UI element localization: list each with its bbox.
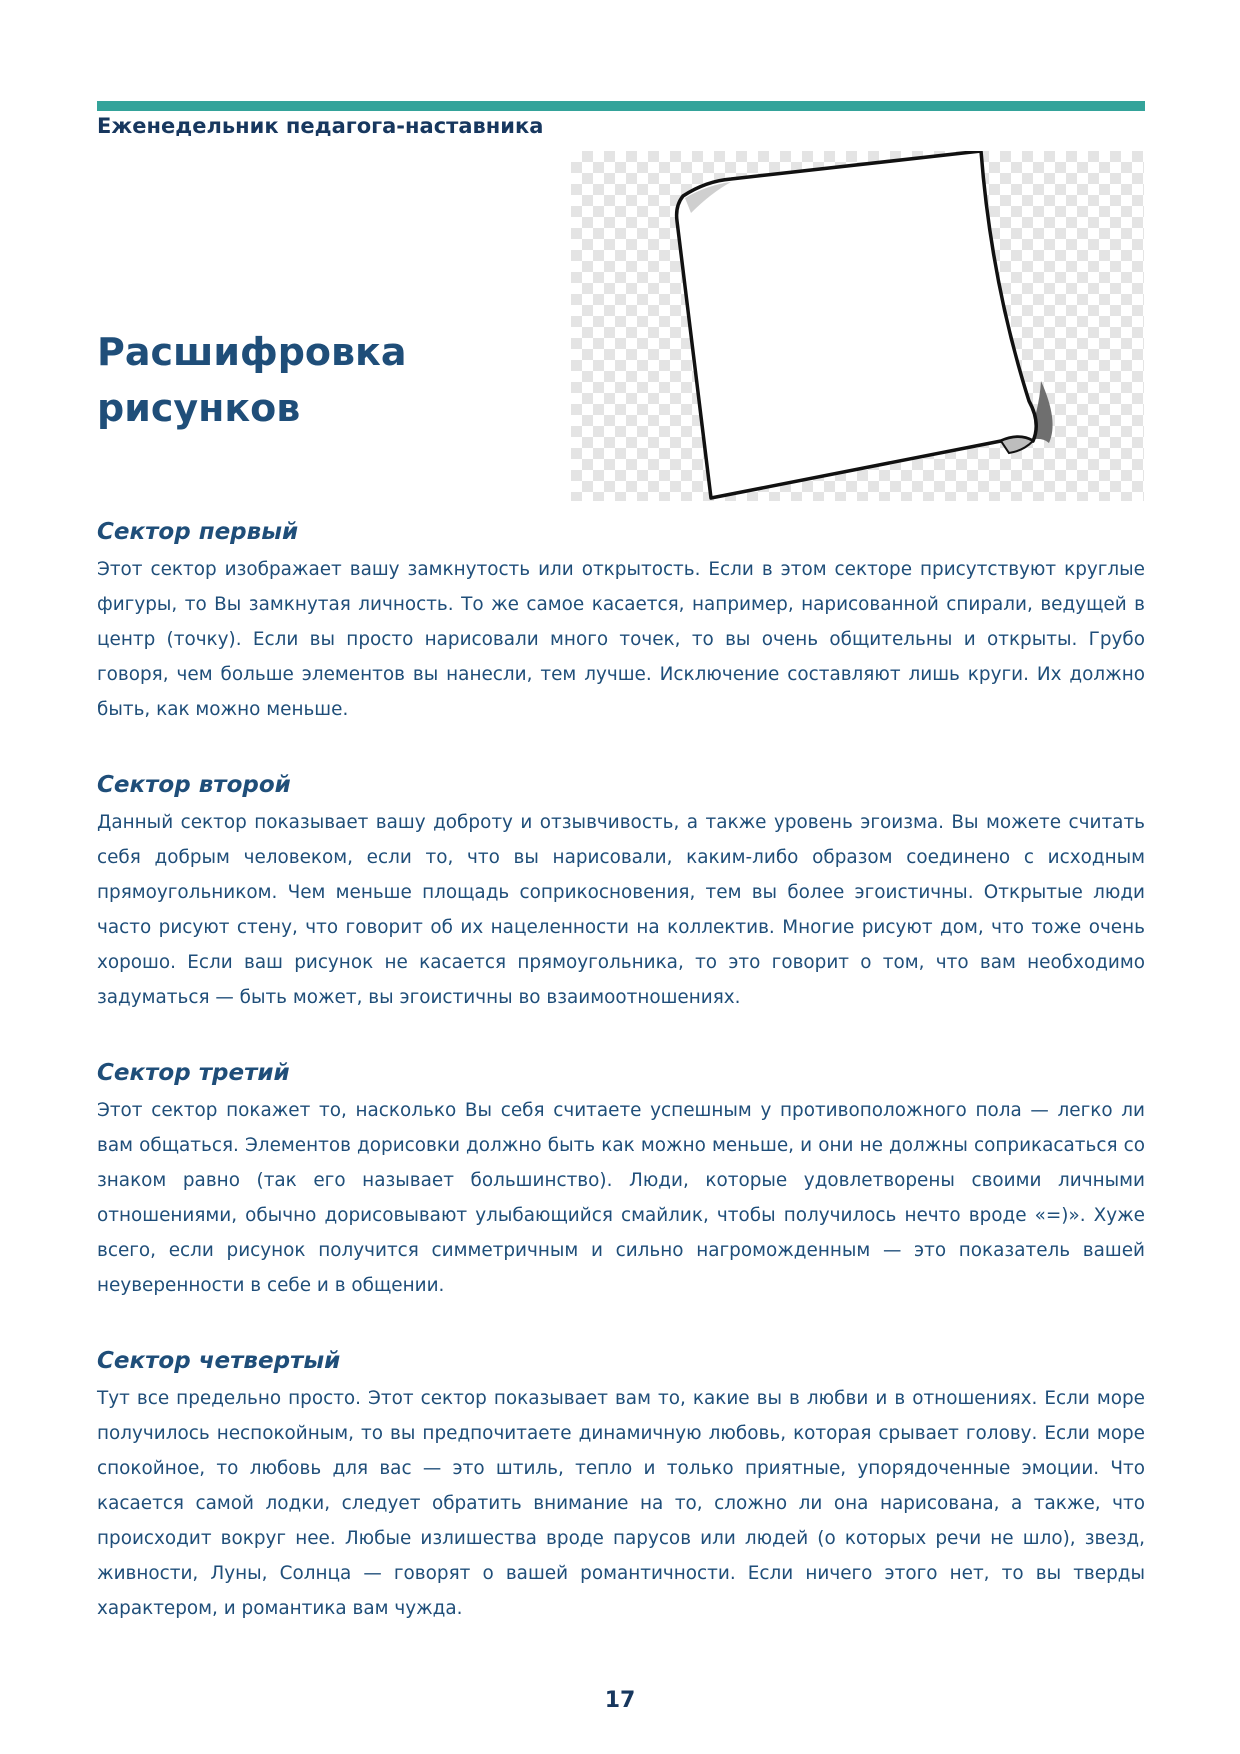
- page-title-line-2: рисунков: [97, 386, 301, 430]
- page-title: [97, 324, 407, 436]
- section-heading: Сектор первый: [97, 519, 299, 545]
- section-heading: Сектор третий: [97, 1060, 290, 1086]
- section-paragraph: Данный сектор показывает вашу доброту и отзывчивость, а также уровень эгоизма. Вы можете считать себя добрым человеком, если то, что вы нарисовали, каким-либо образом соединено с исходным прямоугольником. Чем меньше площадь соприкосновения, тем вы более эгоистичны. Открытые люди часто рисуют стену, что говорит об их нацеленности на коллектив. Многие рисуют дом, что тоже очень хорошо. Если ваш рисунок не касается прямоугольника, то это говорит о том, что вам необходимо задуматься — быть может, вы эгоистичны во взаимоотношениях.: [97, 812, 1145, 1008]
- sticky-note-icon: [571, 151, 1144, 501]
- page-title-line-1: Расшифровка: [97, 330, 407, 374]
- section-paragraph: Тут все предельно просто. Этот сектор показывает вам то, какие вы в любви и в отношениях. Если море получилось неспокойным, то вы предпочитаете динамичную любовь, которая срывает голову. Если море спокойное, то любовь для вас — это штиль, тепло и только приятные, упорядоченные эмоции. Что касается самой лодки, следует обратить внимание на то, сложно ли она нарисована, а также, что происходит вокруг нее. Любые излишества вроде парусов или людей (о которых речи не шло), звезд, живности, Луны, Солнца — говорят о вашей романтичности. Если ничего этого нет, то вы тверды характером, и романтика вам чужда.: [97, 1388, 1145, 1619]
- section-paragraph: Этот сектор покажет то, насколько Вы себя считаете успешным у противоположного пола — легко ли вам общаться. Элементов дорисовки должно быть как можно меньше, и они не должны соприкасаться со знаком равно (так его называет большинство). Люди, которые удовлетворены своими личными отношениями, обычно дорисовывают улыбающийся смайлик, чтобы получилось нечто вроде «=)». Хуже всего, если рисунок получится симметричным и сильно нагроможденным — это показатель вашей неуверенности в себе и в общении.: [97, 1100, 1145, 1296]
- section-sector-3: [97, 1057, 1145, 1303]
- section-paragraph: Этот сектор изображает вашу замкнутость или открытость. Если в этом секторе присутствуют круглые фигуры, то Вы замкнутая личность. То же самое касается, например, нарисованной спирали, ведущей в центр (точку). Если вы просто нарисовали много точек, то вы очень общительны и открыты. Грубо говоря, чем больше элементов вы нанесли, тем лучше. Исключение составляют лишь круги. Их должно быть, как можно меньше.: [97, 559, 1145, 720]
- note-corner-curl: [1001, 437, 1033, 453]
- sections-content: [97, 516, 1145, 1668]
- section-sector-2: [97, 769, 1145, 1015]
- section-heading: Сектор четвертый: [97, 1348, 341, 1374]
- running-header: Еженедельник педагога-наставника: [97, 114, 544, 138]
- note-sheet: [677, 151, 1037, 498]
- sticky-note-illustration: [571, 151, 1144, 501]
- section-sector-1: [97, 516, 1145, 727]
- section-heading: Сектор второй: [97, 772, 291, 798]
- section-sector-4: [97, 1345, 1145, 1626]
- header-rule: [97, 101, 1145, 111]
- page-number: 17: [604, 1688, 636, 1713]
